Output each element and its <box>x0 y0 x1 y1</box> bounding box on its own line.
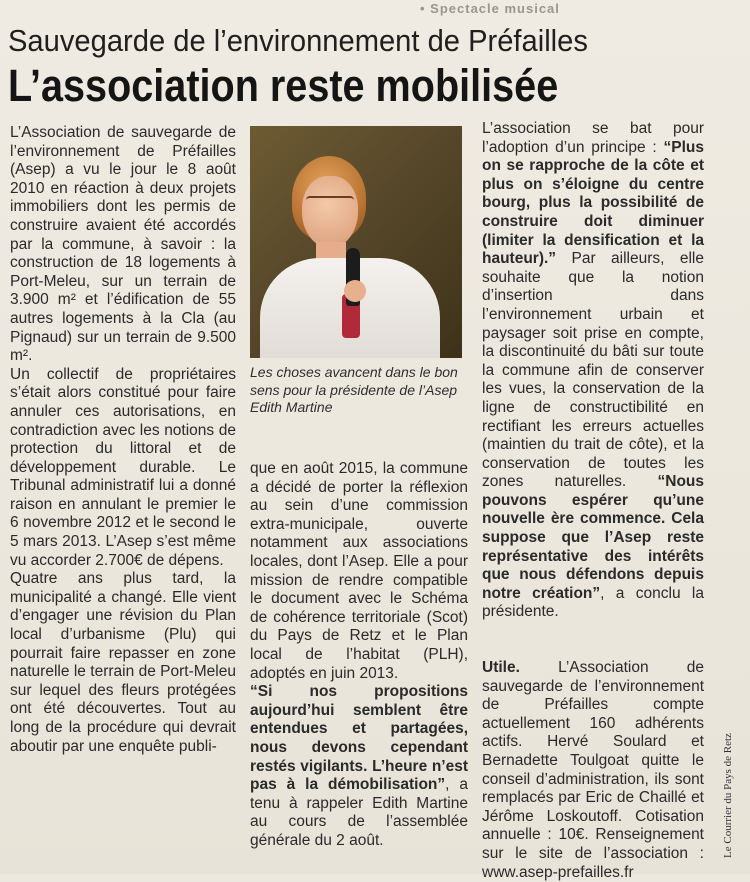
useful-lead: Utile. <box>482 659 520 676</box>
article-column-1 <box>10 124 236 756</box>
paragraph: que en août 2015, la commune a décidé de porter la réflexion au sein d’une commission extra-municipale, ouverte notamment aux associations locales, dont l’Asep. Elle a pour mission de rendre compatible le document avec le Schéma de cohérence territoriale (Scot) du Pays de Retz et le Plan local de l’habitat (PLH), adoptés en juin 2013. <box>250 460 468 682</box>
paragraph <box>482 659 704 882</box>
quote-text: “Plus on se rapproche de la côte et plus on s’éloigne du centre bourg, plus la possibilité de construire doit diminuer (limiter la densification et la hauteur).” <box>482 138 704 268</box>
article-column-2 <box>250 460 468 850</box>
photo-glasses <box>306 196 354 208</box>
paragraph: L’Association de sauvegarde de l’environnement de Préfailles (Asep) a vu le jour le 8 août 2010 en réaction à deux projets immobiliers dont les permis de construire avaient été accordés par la commune, à savoir : la construction de 18 logements à Port-Meleu, sur un terrain de 3.900 m² et l’édification de 55 autres logements à la Cla (au Pignaud) sur un terrain de 9.500 m². <box>10 124 236 365</box>
quote-text: “Nous pouvons espérer qu’une nouvelle ère commence. Cela suppose que l’Asep reste représentative des intérêts que nous défendons depuis notre création” <box>482 473 704 602</box>
article-column-3 <box>482 120 704 622</box>
photo-face <box>302 176 358 248</box>
photo-caption: Les choses avancent dans le bon sens pour la présidente de l’Asep Edith Martine <box>250 364 458 415</box>
photo-hand <box>344 280 366 302</box>
useful-text: L’Association de sauvegarde de l’environnement de Préfailles compte actuellement 160 adhérents actifs. Hervé Soulard et Bernadette Toulgoat quitte le conseil d’administration, ils sont remplacés par Eric de Chaillé et Jérôme Loskoutoff. Cotisation annuelle : 10€. Renseignement sur le site de l’association : www.asep-prefailles.fr <box>482 659 704 881</box>
paragraph: Un collectif de propriétaires s’était alors constitué pour faire annuler ces autorisations, en contradiction avec les notions de protection du littoral et de développement durable. Le Tribunal administratif lui a donné raison en annulant le premier le 6 novembre 2012 et le second le 5 mars 2013. L’Asep s’est même vu accorder 2.700€ de dépens. <box>10 365 236 569</box>
quote-text: “Si nos propositions aujourd’hui semblent être entendues et partagées, nous devons cependant restés vigilants. L’heure n’est pas à la démobilisation” <box>250 683 468 794</box>
paragraph-body: Par ailleurs, elle souhaite que la notion d’insertion dans l’environnement urbain et paysager soit prise en compte, la discontinuité du bâti sur toute la commune afin de conserver les vues, la conservation de la ligne de constructibilité en rectifiant les erreurs actuelles (maintien du trait de côte), et la conservation de toutes les zones naturelles. <box>482 250 704 491</box>
useful-info-box <box>482 659 704 882</box>
quote-attribution: , a tenu à rappeler Edith Martine au cours de l’assemblée générale du 2 août. <box>250 776 469 849</box>
paragraph: Quatre ans plus tard, la municipalité a changé. Elle vient d’engager une révision du Plan local d’urbanisme (Plu) qui pourrait faire repasser en zone naturelle le terrain de Port-Meleu sur lequel des fleurs protégées ont été découvertes. Tout au long de la procédure qui devrait aboutir par une enquête publi- <box>10 570 236 755</box>
quote-paragraph <box>250 683 468 850</box>
previous-article-strip: • Spectacle musical <box>420 1 560 16</box>
president-photo <box>250 126 462 358</box>
quote-attribution: , a conclu la présidente. <box>482 584 704 621</box>
paragraph-intro: L’association se bat pour l’adoption d’un principe : <box>482 120 704 156</box>
newspaper-credit: Le Courrier du Pays de Retz <box>722 733 734 858</box>
paragraph <box>482 120 704 622</box>
article-kicker: Sauvegarde de l’environnement de Préfailles <box>8 23 588 58</box>
article-headline: L’association reste mobilisée <box>8 60 559 111</box>
